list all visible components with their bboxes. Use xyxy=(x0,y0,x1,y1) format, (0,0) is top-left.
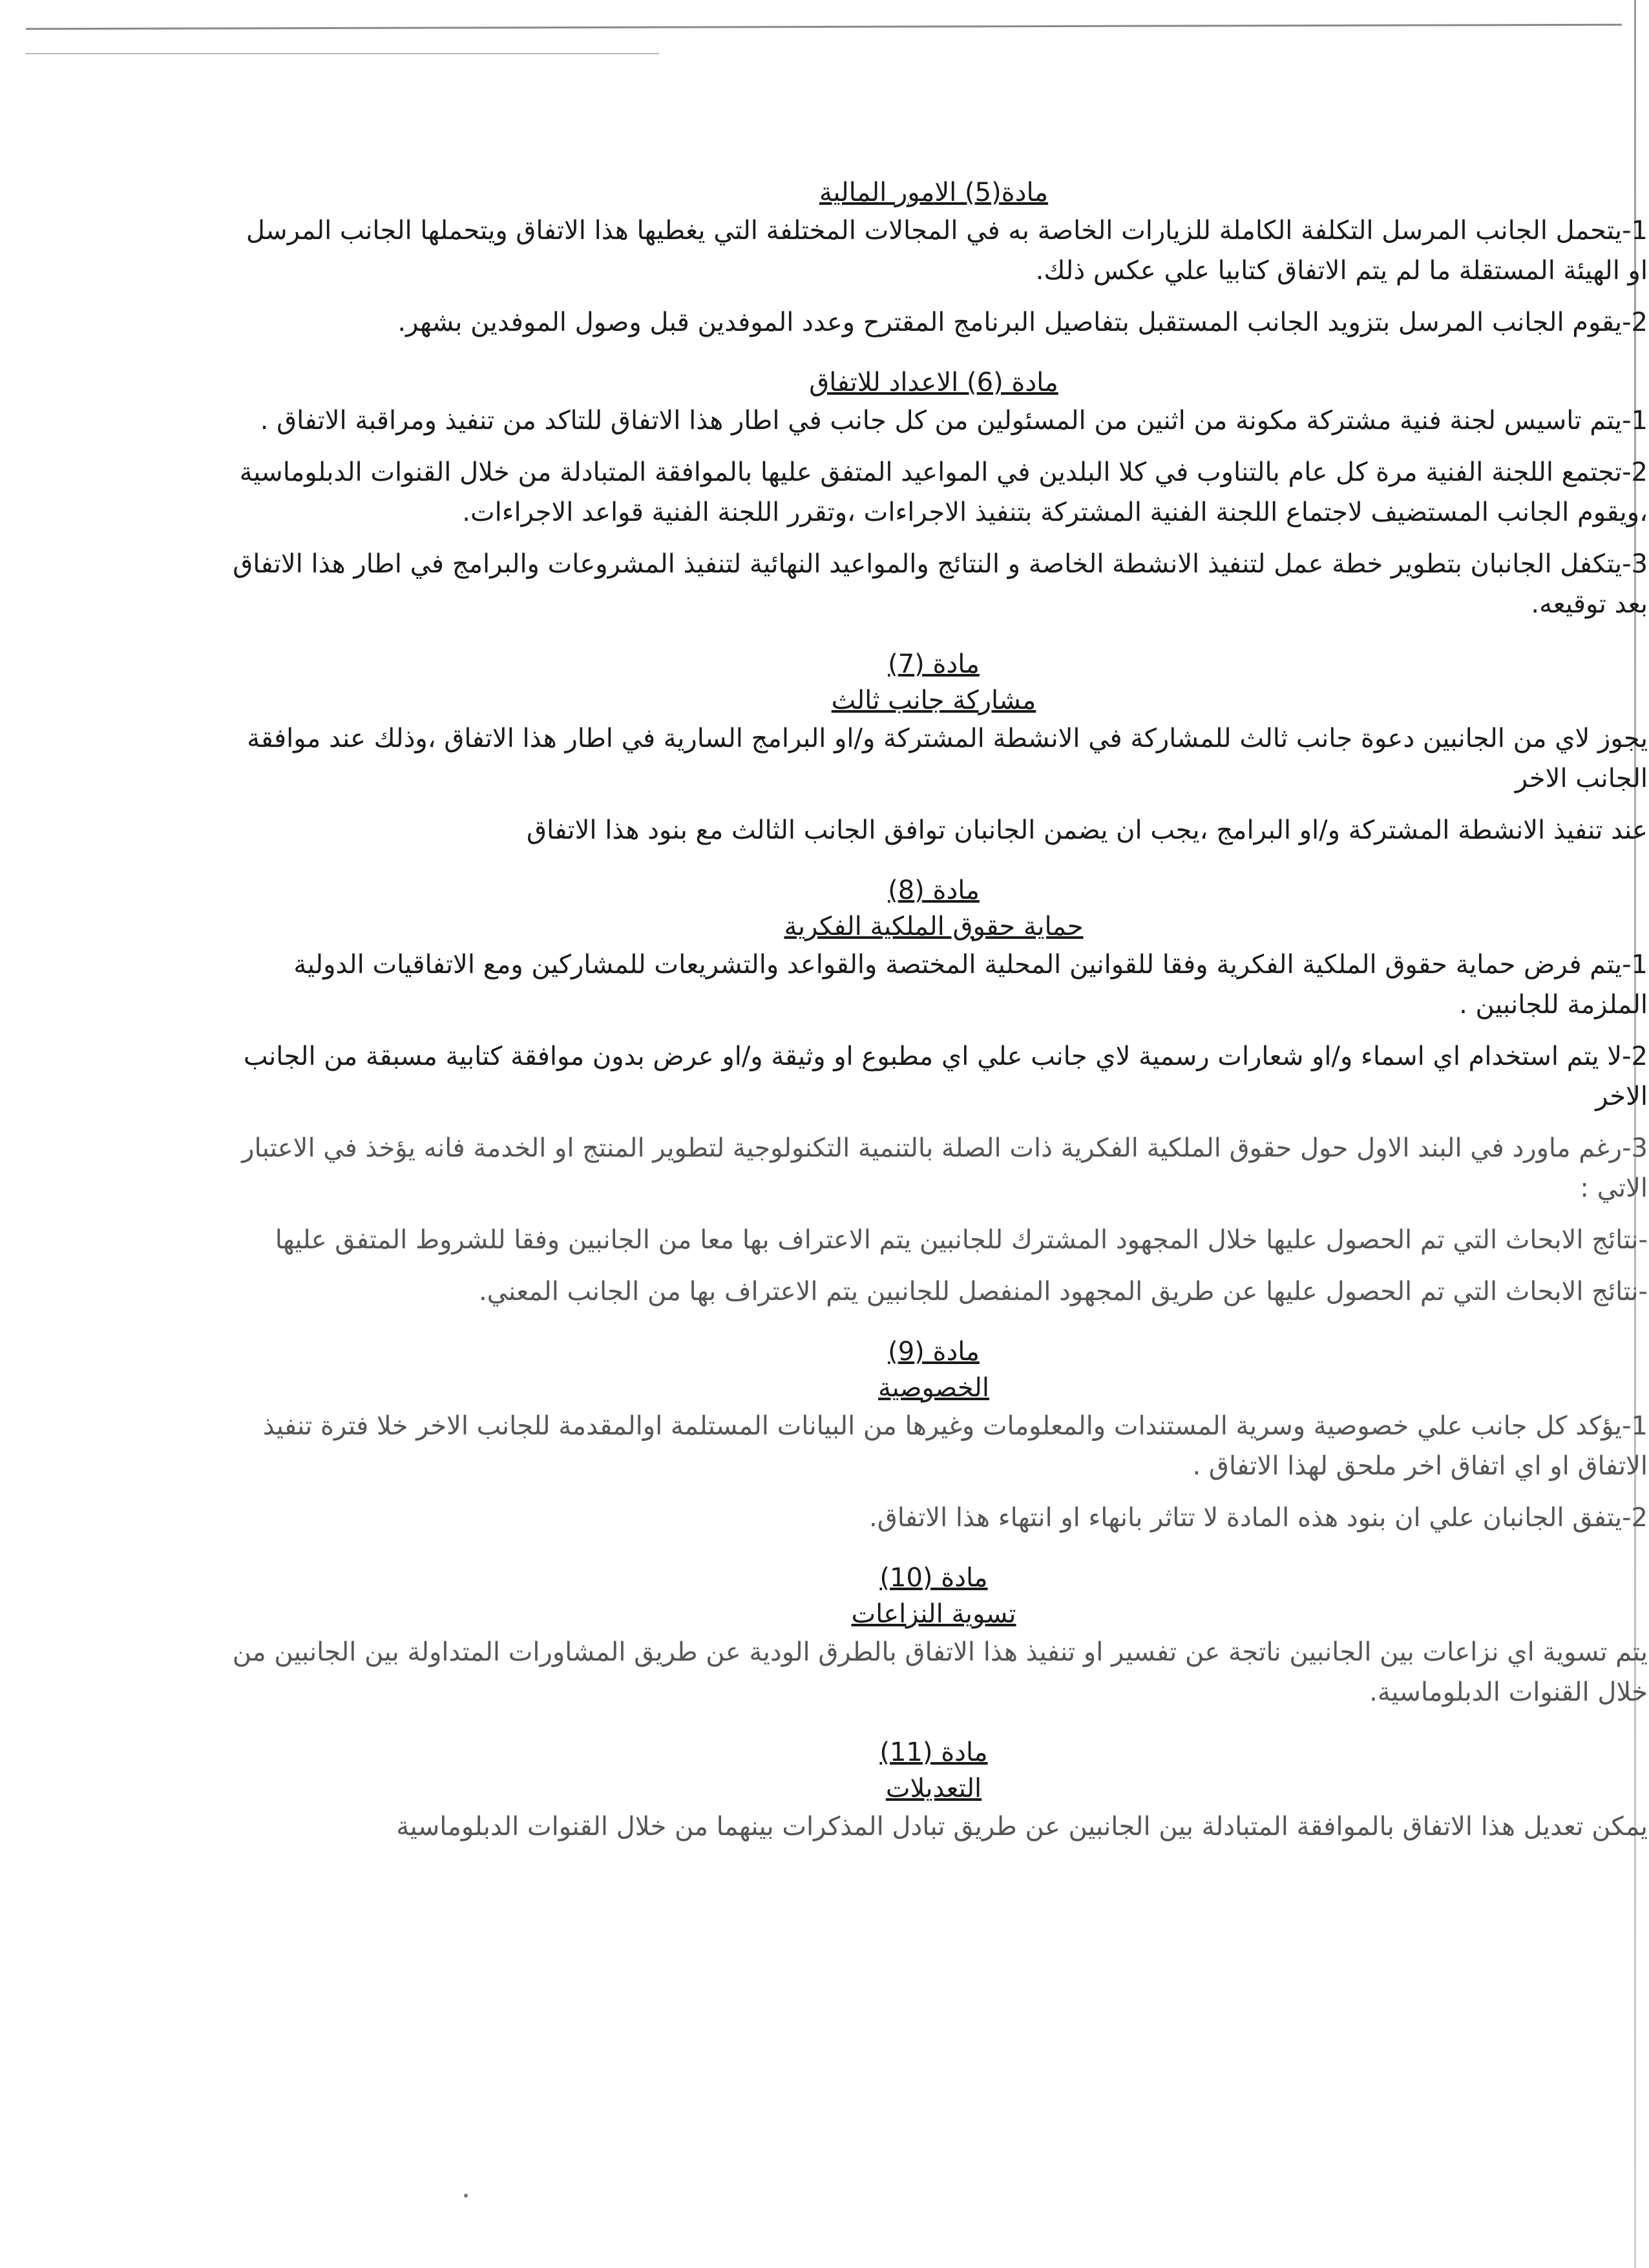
article-number xyxy=(220,174,1648,211)
clause-paragraph: عند تنفيذ الانشطة المشتركة و/او البرامج ،يجب ان يضمن الجانبان توافق الجانب الثالث مع بنود هذا الاتفاق xyxy=(527,815,1648,845)
scan-edge-top xyxy=(26,24,1622,30)
heading-text: حماية حقوق الملكية الفكرية xyxy=(784,912,1084,941)
article-number xyxy=(220,1334,1648,1370)
scan-edge-top-secondary xyxy=(26,53,659,54)
heading-text: التعديلات xyxy=(885,1774,982,1803)
article-6 xyxy=(220,364,1648,624)
document-body xyxy=(220,174,1648,1869)
article-number xyxy=(220,872,1648,908)
clause-paragraph: 2-يتفق الجانبان علي ان بنود هذه المادة لا تتاثر بانهاء او انتهاء هذا الاتفاق. xyxy=(868,1503,1648,1533)
article-11 xyxy=(220,1734,1648,1847)
article-9 xyxy=(220,1334,1648,1538)
article-7 xyxy=(220,646,1648,850)
clause-paragraph: 2-لا يتم استخدام اي اسماء و/او شعارات رسمية لاي جانب علي اي مطبوع او وثيقة و/او عرض بدون موافقة كتابية مسبقة من الجانب الاخر xyxy=(243,1042,1648,1111)
clause-paragraph: 1-يؤكد كل جانب علي خصوصية وسرية المستندات والمعلومات وغيرها من البيانات المستلمة اوالمقدمة للجانب الاخر خلا فترة تنفيذ الاتفاق او اي اتفاق اخر ملحق لهذا الاتفاق . xyxy=(262,1411,1648,1481)
clause-paragraph: 3-رغم ماورد في البند الاول حول حقوق الملكية الفكرية ذات الصلة بالتنمية التكنولوجية لتطوير المنتج او الخدمة فانه يؤخذ في الاعتبار الاتي : xyxy=(242,1133,1648,1203)
article-number xyxy=(220,364,1648,401)
heading-text: مادة (11) xyxy=(879,1738,988,1767)
clause-paragraph: 1-يتم تاسيس لجنة فنية مشتركة مكونة من اثنين من المسئولين من كل جانب في اطار هذا الاتفاق للتاكد من تنفيذ ومراقبة الاتفاق . xyxy=(260,406,1648,436)
clause-paragraph: يجوز لاي من الجانبين دعوة جانب ثالث للمشاركة في الانشطة المشتركة و/او البرامج السارية في اطار هذا الاتفاق ،وذلك عند موافقة الجانب الاخر xyxy=(247,724,1648,793)
clause-paragraph: 1-يتحمل الجانب المرسل التكلفة الكاملة للزيارات الخاصة به في المجالات المختلفة التي يغطيها هذا الاتفاق ويتحملها الجانب المرسل او الهيئة المستقلة ما لم يتم الاتفاق كتابيا علي عكس ذلك. xyxy=(246,216,1648,286)
article-title xyxy=(220,682,1648,719)
clause-paragraph: يمكن تعديل هذا الاتفاق بالموافقة المتبادلة بين الجانبين عن طريق تبادل المذكرات بينهما من خلال القنوات الدبلوماسية xyxy=(396,1812,1648,1842)
article-title xyxy=(220,1596,1648,1632)
clause-paragraph: 2-يقوم الجانب المرسل بتزويد الجانب المستقبل بتفاصيل البرنامج المقترح وعدد الموفدين قبل وصول الموفدين بشهر. xyxy=(397,308,1648,337)
clause-paragraph: 1-يتم فرض حماية حقوق الملكية الفكرية وفقا للقوانين المحلية المختصة والقواعد والتشريعات للمشاركين ومع الاتفاقيات الدولية الملزمة للجانبين . xyxy=(293,950,1648,1020)
heading-text: مادة (8) xyxy=(888,876,980,905)
heading-text: تسوية النزاعات xyxy=(851,1599,1016,1629)
heading-text: مادة(5) الامور المالية xyxy=(819,178,1049,207)
heading-text: الخصوصية xyxy=(878,1373,989,1403)
scan-speck xyxy=(464,2194,468,2198)
article-number xyxy=(220,1560,1648,1596)
heading-text: مادة (7) xyxy=(888,649,980,679)
article-title xyxy=(220,1370,1648,1406)
clause-paragraph: 3-يتكفل الجانبان بتطوير خطة عمل لتنفيذ الانشطة الخاصة و النتائج والمواعيد النهائية لتنفيذ المشروعات والبرامج في اطار هذا الاتفاق بعد توقيعه. xyxy=(233,549,1648,619)
article-5 xyxy=(220,174,1648,342)
heading-text: مادة (10) xyxy=(879,1563,988,1593)
clause-paragraph: -نتائج الابحاث التي تم الحصول عليها عن طريق المجهود المنفصل للجانبين يتم الاعتراف بها من الجانب المعني. xyxy=(478,1277,1648,1307)
heading-text: مادة (6) الاعداد للاتفاق xyxy=(809,368,1058,397)
clause-paragraph: -نتائج الابحاث التي تم الحصول عليها خلال المجهود المشترك للجانبين يتم الاعتراف بها معا من الجانبين وفقا للشروط المتفق عليها xyxy=(275,1225,1648,1255)
article-number xyxy=(220,646,1648,682)
clause-paragraph: يتم تسوية اي نزاعات بين الجانبين ناتجة عن تفسير او تنفيذ هذا الاتفاق بالطرق الودية عن طريق المشاورات المتداولة بين الجانبين من خلال القنوات الدبلوماسية. xyxy=(232,1637,1648,1707)
heading-text: مادة (9) xyxy=(888,1337,980,1367)
heading-text: مشاركة جانب ثالث xyxy=(831,686,1036,715)
article-8 xyxy=(220,872,1648,1312)
clause-paragraph: 2-تجتمع اللجنة الفنية مرة كل عام بالتناوب في كلا البلدين في المواعيد المتفق عليها بالموافقة المتبادلة من خلال القنوات الدبلوماسية ،ويقوم الجانب المستضيف لاجتماع اللجنة الفنية المشتركة بتنفيذ الاجراءات ،وتقرر اللجنة الفنية قواعد الاجراءات. xyxy=(239,457,1648,527)
article-number xyxy=(220,1734,1648,1770)
article-10 xyxy=(220,1560,1648,1712)
article-title xyxy=(220,908,1648,945)
article-title xyxy=(220,1770,1648,1807)
